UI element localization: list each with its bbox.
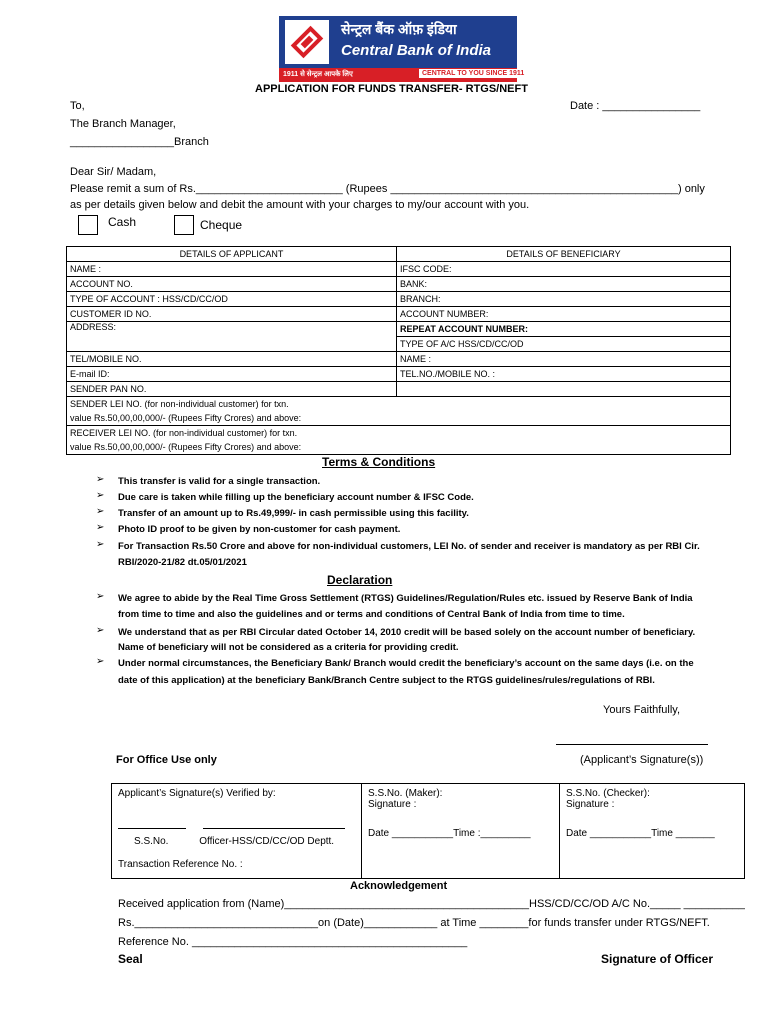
office-use-table <box>111 783 745 879</box>
ack-received-line[interactable]: Received application from (Name)________________________________________HSS/CD/CC/OD A/C No._____ __________ <box>118 898 745 910</box>
logo-english-text: Central Bank of India <box>341 42 492 59</box>
cheque-checkbox[interactable] <box>174 215 194 235</box>
checker-cell[interactable] <box>560 784 745 879</box>
applicant-account-type-field[interactable]: TYPE OF ACCOUNT : HSS/CD/CC/OD <box>67 292 397 307</box>
sender-lei-field[interactable] <box>67 397 731 426</box>
date-field[interactable]: Date : ________________ <box>570 100 701 112</box>
beneficiary-account-type-field[interactable]: TYPE OF A/C HSS/CD/CC/OD <box>397 337 731 352</box>
ack-reference-line[interactable]: Reference No. _____________________________________________ <box>118 936 468 948</box>
beneficiary-bank-field[interactable]: BANK: <box>397 277 731 292</box>
applicant-customer-id-field[interactable]: CUSTOMER ID NO. <box>67 307 397 322</box>
declaration-line: We understand that as per RBI Circular dated October 14, 2010 credit will be based solely on the account number of beneficiary. <box>118 627 696 638</box>
declaration-line: date of this application) at the beneficiary Bank/Branch Centre subject to the RTGS guidelines/rules/regulations of RBI. <box>118 675 655 686</box>
maker-date-time[interactable]: Date ___________Time :_________ <box>368 828 531 839</box>
seal-label: Seal <box>118 952 143 966</box>
verification-lines <box>118 821 355 832</box>
receiver-lei-label-2: value Rs.50,00,00,000/- (Rupees Fifty Crores) and above: <box>70 442 302 452</box>
officer-line[interactable] <box>203 828 345 829</box>
checker-label: S.S.No. (Checker): <box>566 788 650 799</box>
empty-cell[interactable] <box>397 382 731 397</box>
beneficiary-header: DETAILS OF BENEFICIARY <box>397 247 731 262</box>
logo-tagline-hindi: 1911 से सेन्ट्रल आपके लिए <box>283 71 353 78</box>
declaration-line: We agree to abide by the Real Time Gross Settlement (RTGS) Guidelines/Regulation/Rules etc. issued by Reserve Bank of India <box>118 593 693 604</box>
checker-date-time[interactable]: Date ___________Time _______ <box>566 828 715 839</box>
details-table <box>66 246 731 455</box>
bullet-icon: ➢ <box>96 539 105 550</box>
checker-signature-label: Signature : <box>566 799 615 810</box>
beneficiary-repeat-account-field[interactable]: REPEAT ACCOUNT NUMBER: <box>397 322 731 337</box>
officer-signature-label: Signature of Officer <box>601 952 714 966</box>
logo-tagline-bar <box>279 68 525 82</box>
verification-cell[interactable] <box>112 784 362 879</box>
sender-lei-label-2: value Rs.50,00,00,000/- (Rupees Fifty Crores) and above: <box>70 413 302 423</box>
beneficiary-name-field[interactable]: NAME : <box>397 352 731 367</box>
ss-no-line[interactable] <box>118 828 186 829</box>
applicant-signature-label: (Applicant’s Signature(s)) <box>580 754 704 766</box>
bullet-icon: ➢ <box>96 474 105 485</box>
signature-line[interactable] <box>556 744 708 745</box>
officer-label: Officer-HSS/CD/CC/OD Deptt. <box>199 836 335 847</box>
declaration-line: from time to time and also the guidelines and or terms and conditions of Central Bank of India from time to time. <box>118 609 625 620</box>
acknowledgement-heading: Acknowledgement <box>350 880 448 892</box>
bullet-icon: ➢ <box>96 490 105 501</box>
bullet-icon: ➢ <box>96 625 105 636</box>
yours-faithfully: Yours Faithfully, <box>603 704 681 716</box>
receiver-lei-label-1: RECEIVER LEI NO. (for non-individual customer) for txn. <box>70 428 298 438</box>
declaration-line: Under normal circumstances, the Beneficiary Bank/ Branch would credit the beneficiary’s account on the same days (i.e. on the <box>118 658 694 669</box>
terms-item-continued: RBI/2020-21/82 dt.05/01/2021 <box>118 557 247 568</box>
terms-item: For Transaction Rs.50 Crore and above for non-individual customers, LEI No. of sender and receiver is mandatory as per RBI Cir. <box>118 541 700 552</box>
branch-manager-label: The Branch Manager, <box>70 118 176 130</box>
terms-item: This transfer is valid for a single transaction. <box>118 476 321 487</box>
verification-labels <box>118 836 355 847</box>
bullet-icon: ➢ <box>96 506 105 517</box>
applicant-address-field[interactable]: ADDRESS: <box>67 322 397 352</box>
maker-label: S.S.No. (Maker): <box>368 788 443 799</box>
applicant-mobile-field[interactable]: TEL/MOBILE NO. <box>67 352 397 367</box>
logo-tagline-english: CENTRAL TO YOU SINCE 1911 <box>419 69 527 78</box>
debit-details-line: as per details given below and debit the amount with your charges to my/our account with you. <box>70 199 530 211</box>
form-title: APPLICATION FOR FUNDS TRANSFER- RTGS/NEFT <box>255 83 528 95</box>
ack-amount-line[interactable]: Rs.______________________________on (Date)____________ at Time ________for funds transfer under RTGS/NEFT. <box>118 917 710 929</box>
to-label: To, <box>70 100 85 112</box>
terms-item: Due care is taken while filling up the beneficiary account number & IFSC Code. <box>118 492 474 503</box>
sender-lei-label-1: SENDER LEI NO. (for non-individual customer) for txn. <box>70 399 289 409</box>
verified-by-label: Applicant’s Signature(s) Verified by: <box>118 788 276 799</box>
salutation: Dear Sir/ Madam, <box>70 166 157 178</box>
cash-label: Cash <box>108 215 137 229</box>
logo-banner <box>279 16 517 68</box>
office-use-label: For Office Use only <box>116 754 217 766</box>
declaration-line: Name of beneficiary will not be considered as a criteria for providing credit. <box>118 642 459 653</box>
cash-checkbox[interactable] <box>78 215 98 235</box>
bullet-icon: ➢ <box>96 522 105 533</box>
applicant-header: DETAILS OF APPLICANT <box>67 247 397 262</box>
logo-hindi-text: सेन्ट्रल बैंक ऑफ़ इंडिया <box>341 21 457 37</box>
maker-cell[interactable] <box>362 784 560 879</box>
cheque-label: Cheque <box>200 218 243 232</box>
terms-item: Transfer of an amount up to Rs.49,999/- in cash permissible using this facility. <box>118 508 469 519</box>
declaration-heading: Declaration <box>327 573 393 587</box>
transaction-reference-label: Transaction Reference No. : <box>118 859 243 870</box>
branch-field[interactable]: _________________Branch <box>70 136 209 148</box>
applicant-email-field[interactable]: E-mail ID: <box>67 367 397 382</box>
bullet-icon: ➢ <box>96 656 105 667</box>
applicant-account-field[interactable]: ACCOUNT NO. <box>67 277 397 292</box>
applicant-name-field[interactable]: NAME : <box>67 262 397 277</box>
bullet-icon: ➢ <box>96 591 105 602</box>
receiver-lei-field[interactable] <box>67 426 731 455</box>
maker-signature-label: Signature : <box>368 799 417 810</box>
remit-amount-line[interactable]: Please remit a sum of Rs.________________________ (Rupees _______________________________________________) only <box>70 183 705 195</box>
sender-pan-field[interactable]: SENDER PAN NO. <box>67 382 397 397</box>
terms-item: Photo ID proof to be given by non-customer for cash payment. <box>118 524 401 535</box>
bank-logo <box>279 16 525 82</box>
beneficiary-account-field[interactable]: ACCOUNT NUMBER: <box>397 307 731 322</box>
beneficiary-branch-field[interactable]: BRANCH: <box>397 292 731 307</box>
beneficiary-mobile-field[interactable]: TEL.NO./MOBILE NO. : <box>397 367 731 382</box>
beneficiary-ifsc-field[interactable]: IFSC CODE: <box>397 262 731 277</box>
ss-no-label: S.S.No. <box>134 836 169 847</box>
terms-heading: Terms & Conditions <box>322 455 436 469</box>
bank-emblem-icon <box>285 20 329 64</box>
